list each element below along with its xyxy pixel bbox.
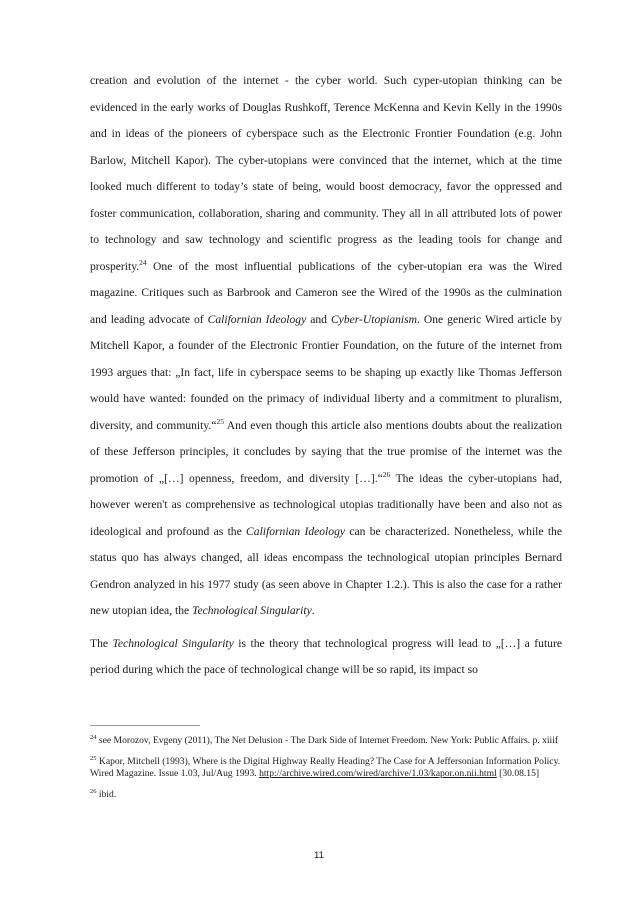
footnote-separator xyxy=(90,725,200,726)
text-run: is the theory that technological progress will lead to „[…] a future period during which the pace of technological change will be so rapid, its impact so xyxy=(90,636,562,676)
paragraph-singularity xyxy=(90,631,562,684)
footnote-number: 24 xyxy=(90,734,97,741)
footnote-text: ibid. xyxy=(96,789,117,800)
footnote-ref-24[interactable]: 24 xyxy=(139,257,147,267)
italic-term: Californian Ideology xyxy=(246,524,346,538)
text-run: creation and evolution of the internet - the cyber world. Such cyper-utopian thinking can be evidenced in the early works of Douglas Rushkoff, Terence McKenna and Kevin Kelly in the 1990s and in ideas of the pioneers of cyberspace such as the Electronic Frontier Foundation (e.g. John Barlow, Mitchell Kapor). The cyber-utopians were convinced that the internet, which at the time looked much different to today’s state of being, would boost democracy, favor the oppressed and foster communication, collaboration, sharing and community. They all in all attributed lots of power to technology and saw technology and scientific progress as the leading tools for change and prosperity. xyxy=(90,74,562,273)
italic-term: Technological Singularity xyxy=(112,636,234,650)
footnotes xyxy=(90,735,562,810)
footnote-number: 25 xyxy=(90,755,97,762)
text-run: The xyxy=(90,636,113,650)
footnote-24 xyxy=(90,735,562,747)
text-run: . xyxy=(311,604,315,617)
body-text xyxy=(90,68,562,684)
footnote-26 xyxy=(90,789,562,801)
footnote-number: 26 xyxy=(90,788,97,795)
footnote-access-date: [30.08.15] xyxy=(496,768,540,779)
footnote-text: see Morozov, Evgeny (2011), The Net Delusion - The Dark Side of Internet Freedom. New York: Public Affairs. p. xiiif xyxy=(96,735,559,746)
text-run: One of the most influential publications of the cyber-utopian era was the Wired magazine. Critiques such as Barbrook and Cameron see the Wired of the 1990s as the culmination and leading advocate of xyxy=(90,259,562,326)
footnote-ref-25[interactable]: 25 xyxy=(216,416,224,426)
text-run: . One generic Wired article by Mitchell Kapor, a founder of the Electronic Frontier Foundation, on the future of the internet from 1993 argues that: „In fact, life in cyberspace seems to be shaping up exactly like Thomas Jefferson would have wanted: founded on the primacy of individual liberty and a commitment to pluralism, diversity, and community.“ xyxy=(90,312,563,432)
footnote-ref-26[interactable]: 26 xyxy=(382,469,391,479)
paragraph-cyber-utopians xyxy=(90,68,562,625)
italic-term: Cyber-Utopianism xyxy=(330,312,418,326)
text-run: and xyxy=(306,312,331,326)
page-number: 11 xyxy=(314,850,324,861)
footnote-link[interactable]: http://archive.wired.com/wired/archive/1.03/kapor.on.nii.html xyxy=(259,768,497,779)
text-run: can be characterized. Nonetheless, while the status quo has always changed, all ideas encompass the technological utopian principles Bernard Gendron analyzed in his 1977 study (as seen above in Chapter 1.2.). This is also the case for a rather new utopian idea, the xyxy=(90,524,562,617)
italic-term: Californian Ideology xyxy=(207,312,307,326)
text-run: And even though this article also mentions doubts about the realization of these Jefferson principles, it concludes by saying that the true promise of the internet was the promotion of „[…] openness, freedom, and diversity […].“ xyxy=(90,418,562,485)
footnote-25 xyxy=(90,756,562,780)
footnote-text: Kapor, Mitchell (1993), Where is the Digital Highway Really Heading? The Case for A Jeffersonian Information Policy. Wired Magazine. Issue 1.03, Jul/Aug 1993. xyxy=(90,756,561,779)
text-run: The ideas the cyber-utopians had, however weren't as comprehensive as technological utopias traditionally have been and also not as ideological and profound as the xyxy=(90,471,563,538)
italic-term: Technological Singularity xyxy=(192,604,312,617)
